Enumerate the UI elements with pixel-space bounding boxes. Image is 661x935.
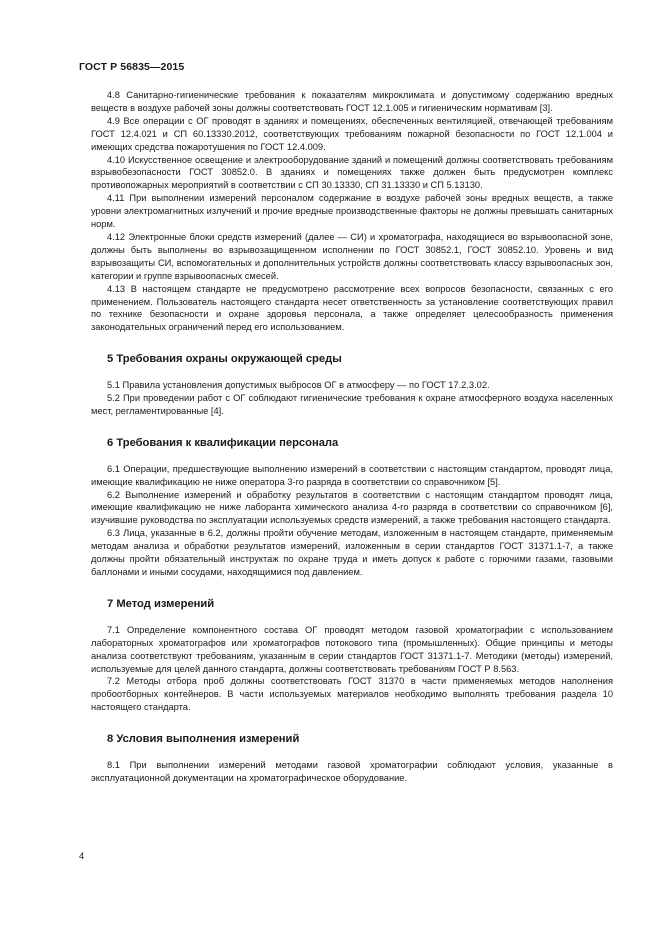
paragraph-8-1: 8.1 При выполнении измерений методами газовой хроматографии соблюдают условия, указанные в эксплуатационной документации на хроматографическое оборудование. bbox=[91, 760, 613, 783]
paragraph-4-12: 4.12 Электронные блоки средств измерений (далее — СИ) и хроматографа, находящиеся во взрывоопасной зоне, должны быть выполнены во взрывозащищенном исполнении по ГОСТ 30852.1, ГОСТ 30852.10. Уровень и вид взрывозащиты СИ, вспомогательных и дополнительных устройств должны соответствовать классу взрывоопасных зон, категории и группе взрывоопасных смесей. bbox=[91, 231, 613, 281]
paragraph-6-1: 6.1 Операции, предшествующие выполнению измерений в соответствии с настоящим стандартом, проводят лица, имеющие квалификацию не ниже оператора 3-го разряда в соответствии со справочником [5]. bbox=[91, 463, 613, 487]
section-6-heading: 6 Требования к квалификации персонала bbox=[107, 436, 339, 449]
paragraph-7-2: 7.2 Методы отбора проб должны соответствовать ГОСТ 31370 в части применяемых методов наполнения пробоотборных контейнеров. В части используемых материалов необходимо выполнять требования раздела 10 настоящего стандарта. bbox=[91, 676, 613, 713]
paragraph-5-1: 5.1 Правила установления допустимых выбросов ОГ в атмосферу — по ГОСТ 17.2.3.02. bbox=[107, 380, 490, 391]
paragraph-7-1: 7.1 Определение компонентного состава ОГ проводят методом газовой хроматографии с использованием лабораторных хроматографов или хроматографов потокового типа (промышленных). Общие принципы и методы анализа соответствуют требованиям, указанным в серии стандартов ГОСТ 31371.1-7. Методики (методы) измерений, используемые для целей данного стандарта, должны соответствовать требованиям ГОСТ Р 8.563. bbox=[91, 624, 613, 674]
section-7-heading: 7 Метод измерений bbox=[107, 597, 215, 610]
paragraph-4-11: 4.11 При выполнении измерений персоналом содержание в воздухе рабочей зоны вредных веществ, а также уровни электромагнитных излучений и прочие вредные производственные факторы не должны превышать санитарных норм. bbox=[91, 193, 613, 230]
paragraph-5-2: 5.2 При проведении работ с ОГ соблюдают гигиенические требования к охране атмосферного воздуха населенных мест, регламентированные [4]. bbox=[91, 393, 613, 416]
document-body bbox=[91, 89, 613, 785]
section-8-heading: 8 Условия выполнения измерений bbox=[107, 733, 300, 746]
paragraph-4-10: 4.10 Искусственное освещение и электрооборудование зданий и помещений должны соответствовать требованиям взрывобезопасности ГОСТ 30852.0. В зданиях и помещениях также должен быть предусмотрен комплекс противопожарных мероприятий в соответствии с СП 30.13330, СП 31.13330 и СП 5.13130. bbox=[91, 154, 613, 191]
paragraph-4-13: 4.13 В настоящем стандарте не предусмотрено рассмотрение всех вопросов безопасности, связанных с его применением. Пользователь настоящего стандарта несет ответственность за установление соответствующих правил по технике безопасности и охране здоровья персонала, а также определяет целесообразность применения законодательных ограничений перед его использованием. bbox=[91, 283, 613, 333]
document-header: ГОСТ Р 56835—2015 bbox=[79, 61, 185, 73]
section-5-heading: 5 Требования охраны окружающей среды bbox=[107, 353, 342, 366]
paragraph-6-2: 6.2 Выполнение измерений и обработку результатов в соответствии с настоящим стандартом проводят лица, имеющие квалификацию не ниже лаборанта химического анализа 4-го разряда в соответствии со справочником [6], изучившие руководства по эксплуатации используемых средств измерений, а также требования настоящего стандарта. bbox=[91, 489, 613, 526]
paragraph-6-3: 6.3 Лица, указанные в 6.2, должны пройти обучение методам, изложенным в настоящем стандарте, применяемым методам анализа и обработки результатов измерений, изложенным в серии стандартов ГОСТ 31371.1-7, а также должны пройти обязательный инструктаж по охране труда и иметь допуск к работе с горючими газами, газовыми баллонами и иными сосудами, находящимися под давлением. bbox=[91, 528, 613, 577]
paragraph-4-9: 4.9 Все операции с ОГ проводят в зданиях и помещениях, обеспеченных вентиляцией, отвечающей требованиям ГОСТ 12.4.021 и СП 60.13330.2012, соответствующих требованиям пожарной безопасности по ГОСТ 12.1.004 и имеющих средства пожаротушения по ГОСТ 12.4.009. bbox=[91, 115, 613, 152]
page-number: 4 bbox=[79, 851, 85, 861]
paragraph-4-8: 4.8 Санитарно-гигиенические требования к показателям микроклимата и допустимому содержанию вредных веществ в воздухе рабочей зоны должны соответствовать ГОСТ 12.1.005 и гигиеническим нормативам [3]. bbox=[91, 90, 613, 113]
